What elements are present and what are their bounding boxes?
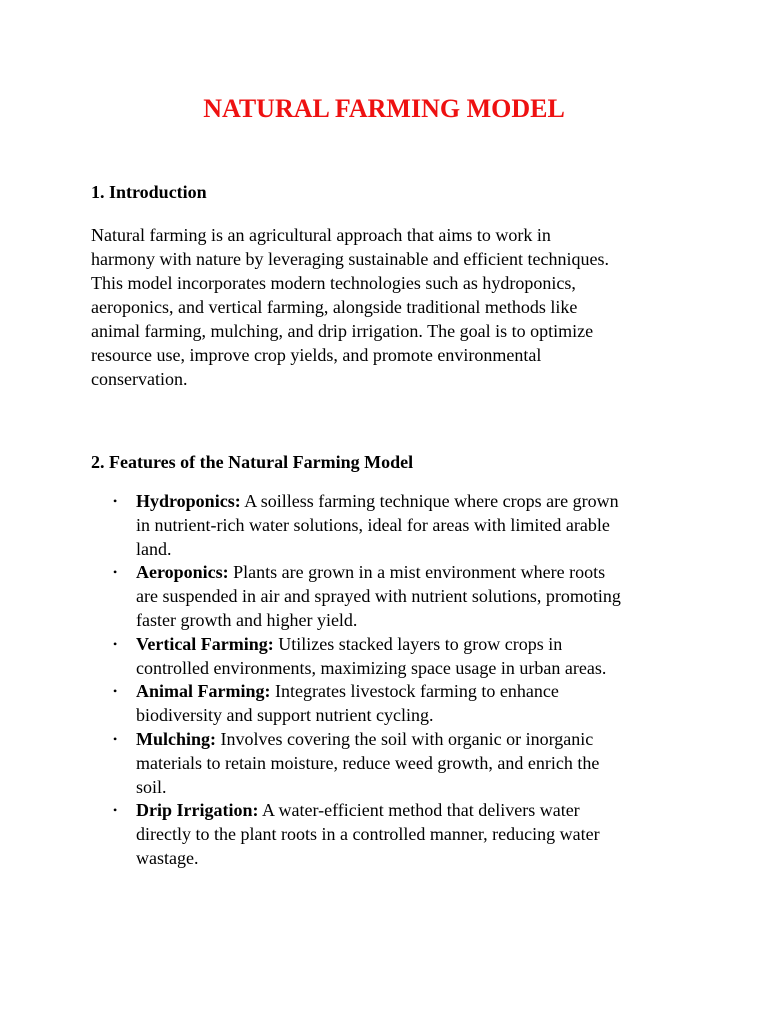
bullet-icon: •: [113, 636, 118, 651]
list-item-line: [136, 799, 691, 823]
list-item: [91, 728, 691, 799]
list-item: [91, 633, 691, 681]
list-item-line: directly to the plant roots in a controlled manner, reducing water: [136, 824, 600, 845]
list-item-line: [136, 680, 691, 704]
feature-name: Vertical Farming:: [136, 633, 274, 654]
list-item-line: wastage.: [136, 847, 199, 868]
list-item-line: [136, 490, 691, 514]
list-item-line: materials to retain moisture, reduce weed growth, and enrich the: [136, 752, 600, 773]
list-item: [91, 680, 691, 728]
feature-description: Utilizes stacked layers to grow crops in: [273, 633, 563, 654]
paragraph-line: This model incorporates modern technologies such as hydroponics,: [91, 273, 576, 293]
feature-description: A water-efficient method that delivers water: [258, 800, 580, 821]
feature-description: Involves covering the soil with organic or inorganic: [216, 728, 594, 749]
list-item-line: are suspended in air and sprayed with nutrient solutions, promoting: [136, 586, 621, 607]
paragraph-line: aeroponics, and vertical farming, alongside traditional methods like: [91, 297, 578, 317]
introduction-paragraph: [91, 223, 691, 391]
feature-name: Drip Irrigation:: [136, 800, 259, 821]
feature-name: Aeroponics:: [136, 562, 229, 583]
features-list: [91, 490, 691, 871]
bullet-icon: •: [113, 565, 118, 580]
list-item-line: land.: [136, 538, 172, 559]
list-item: [91, 799, 691, 870]
feature-description: Integrates livestock farming to enhance: [270, 681, 559, 702]
bullet-icon: •: [113, 494, 118, 508]
section-heading-introduction: 1. Introduction: [91, 182, 207, 202]
paragraph-line: Natural farming is an agricultural approach that aims to work in: [91, 225, 551, 245]
feature-description: Plants are grown in a mist environment where roots: [228, 562, 606, 583]
list-item-line: [136, 561, 691, 585]
feature-description: A soilless farming technique where crops are grown: [240, 491, 619, 511]
paragraph-line: resource use, improve crop yields, and promote environmental: [91, 345, 542, 365]
list-item-line: in nutrient-rich water solutions, ideal for areas with limited arable: [136, 514, 610, 535]
list-item-line: soil.: [136, 776, 167, 797]
list-item-line: [136, 728, 691, 752]
list-item-line: faster growth and higher yield.: [136, 609, 358, 630]
paragraph-line: harmony with nature by leveraging sustainable and efficient techniques.: [91, 249, 610, 269]
list-item-line: [136, 633, 691, 657]
bullet-icon: •: [113, 684, 118, 699]
paragraph-line: animal farming, mulching, and drip irrigation. The goal is to optimize: [91, 321, 594, 341]
list-item: [91, 561, 691, 632]
list-item-line: controlled environments, maximizing space usage in urban areas.: [136, 657, 607, 678]
bullet-icon: •: [113, 803, 118, 818]
paragraph-line: conservation.: [91, 369, 188, 389]
list-item-line: biodiversity and support nutrient cycling.: [136, 705, 434, 726]
feature-name: Mulching:: [136, 728, 217, 749]
section-heading-features: 2. Features of the Natural Farming Model: [91, 452, 414, 472]
document-title: NATURAL FARMING MODEL: [203, 94, 565, 123]
feature-name: Hydroponics:: [136, 491, 241, 511]
list-item: [91, 490, 691, 561]
bullet-icon: •: [113, 731, 118, 746]
feature-name: Animal Farming:: [136, 681, 271, 702]
